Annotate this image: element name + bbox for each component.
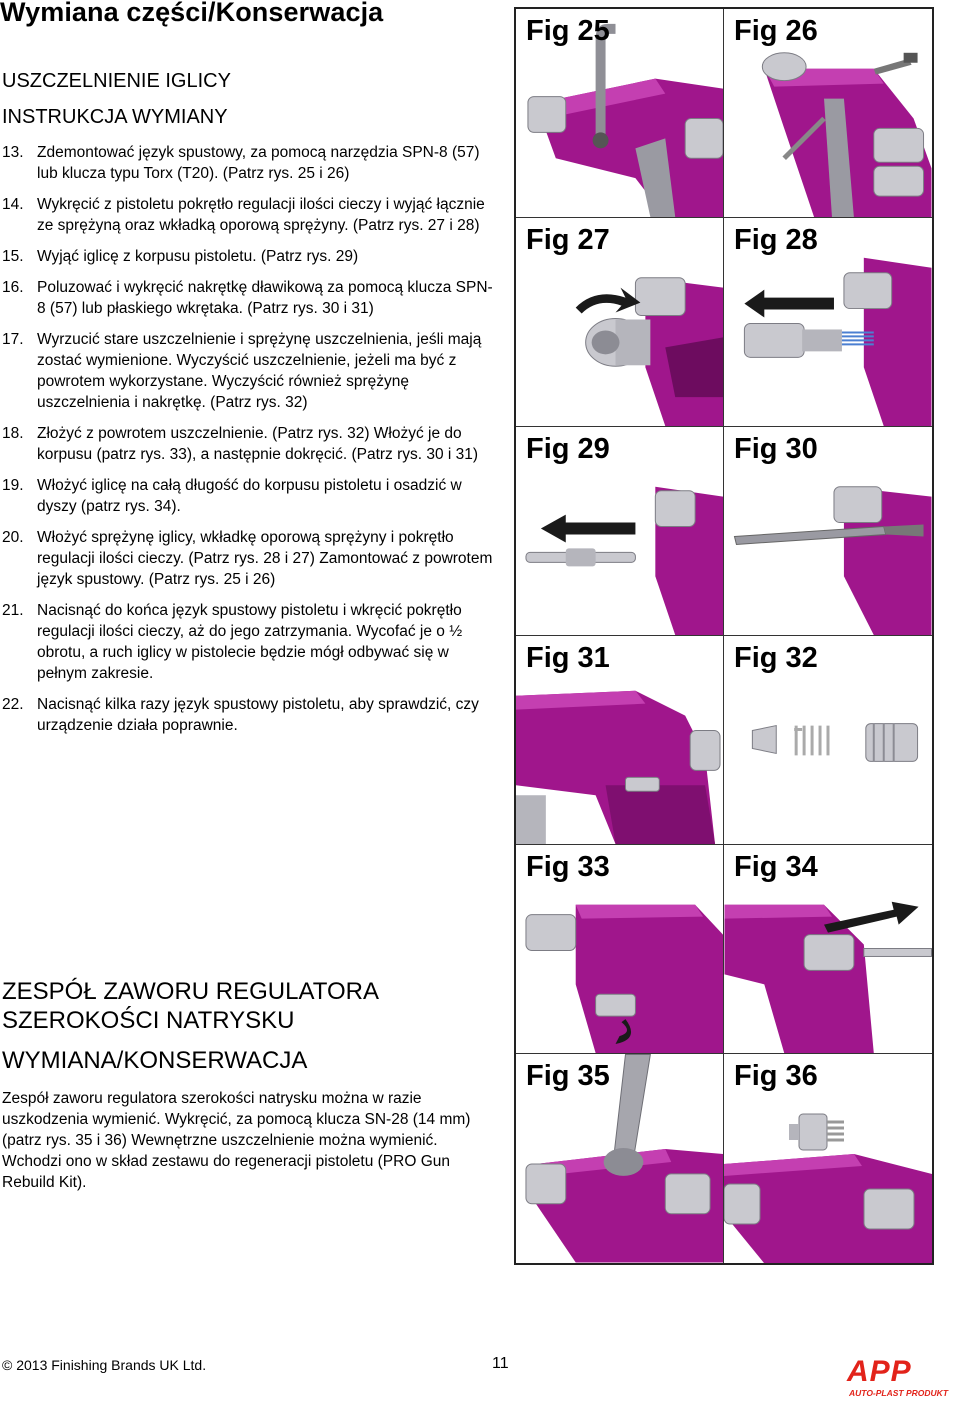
valve-paragraph: Zespół zaworu regulatora szerokości natrysku można w razie uszkodzenia wymienić. Wykręcić, za pomocą klucza SN-28 (14 mm) (patrz rys. 35 i 36) Wewnętrzne uszczelnienie można wymienić. Wchodzi ono w skład zestawu do regeneracji pistoletu (PRO Gun Rebuild Kit).: [2, 1090, 471, 1191]
instruction-steps: [2, 142, 497, 746]
figure-label: Fig 27: [526, 224, 610, 256]
footer-copyright: © 2013 Finishing Brands UK Ltd.: [2, 1357, 207, 1373]
figure-30: [724, 427, 932, 636]
figure-label: Fig 31: [526, 642, 610, 674]
step-text: Złożyć z powrotem uszczelnienie. (Patrz rys. 32) Włożyć je do korpusu (patrz rys. 33), a następnie dokręcić. (Patrz rys. 30 i 31): [37, 425, 479, 463]
section-subheading-replacement: INSTRUKCJA WYMIANY: [2, 106, 228, 128]
figure-34: [724, 845, 932, 1054]
step-item: [2, 600, 497, 684]
step-text: Poluzować i wykręcić nakrętkę dławikową za pomocą klucza SPN-8 (57) lub płaskiego wkrętaka. (Patrz rys. 30 i 31): [37, 279, 493, 317]
step-number: 17.: [2, 331, 24, 348]
step-number: 18.: [2, 425, 24, 442]
figure-32: [724, 636, 932, 845]
figure-label: Fig 34: [734, 851, 818, 883]
step-item: [2, 694, 497, 736]
section-heading-spray-width-valve: ZESPÓŁ ZAWORU REGULATORA SZEROKOŚCI NATRYSKU: [2, 978, 378, 1034]
step-item: [2, 329, 497, 413]
step-item: [2, 142, 497, 184]
figure-label: Fig 26: [734, 15, 818, 47]
figure-33: [516, 845, 724, 1054]
step-item: [2, 475, 497, 517]
page-number: 11: [492, 1355, 509, 1372]
step-number: 15.: [2, 248, 24, 265]
step-item: [2, 246, 497, 267]
step-text: Wyrzucić stare uszczelnienie i sprężynę uszczelnienia, jeśli mają zostać wymienione. Wyczyścić uszczelnienie, jeżeli ma być z powrotem wykorzystane. Wyczyścić również sprężynę uszczelnienia i nakrętkę. (Patrz rys. 32): [37, 331, 482, 411]
step-text: Włożyć sprężynę iglicy, wkładkę oporową sprężyny i pokrętło regulacji ilości cieczy. (Patrz rys. 28 i 27) Zamontować z powrotem język spustowy. (Patrz rys. 25 i 26): [37, 529, 493, 588]
logo-wordmark: APP: [847, 1355, 912, 1388]
figure-label: Fig 33: [526, 851, 610, 883]
figure-29: [516, 427, 724, 636]
figure-26: [724, 9, 932, 218]
section-subheading-maintenance: WYMIANA/KONSERWACJA: [2, 1047, 308, 1074]
figure-35: [516, 1054, 724, 1263]
figure-label: Fig 30: [734, 433, 818, 465]
step-number: 20.: [2, 529, 24, 546]
step-item: [2, 423, 497, 465]
section-heading-needle-seal: USZCZELNIENIE IGLICY: [2, 70, 231, 92]
step-number: 14.: [2, 196, 24, 213]
figure-label: Fig 32: [734, 642, 818, 674]
figure-27: [516, 218, 724, 427]
figure-label: Fig 29: [526, 433, 610, 465]
step-item: [2, 277, 497, 319]
step-text: Wykręcić z pistoletu pokrętło regulacji ilości cieczy i wyjąć łącznie ze sprężyną oraz wkładką oporową sprężyny. (Patrz rys. 27 i 28): [37, 196, 485, 234]
step-text: Włożyć iglicę na całą długość do korpusu pistoletu i osadzić w dyszy (patrz rys. 34).: [37, 477, 462, 515]
figure-36: [724, 1054, 932, 1263]
step-text: Nacisnąć kilka razy język spustowy pistoletu, aby sprawdzić, czy urządzenie działa poprawnie.: [37, 696, 479, 734]
figure-25: [516, 9, 724, 218]
step-item: [2, 194, 497, 236]
step-number: 16.: [2, 279, 24, 296]
figure-grid: [514, 7, 934, 1265]
figure-label: Fig 25: [526, 15, 610, 47]
step-text: Wyjąć iglicę z korpusu pistoletu. (Patrz rys. 29): [37, 248, 359, 265]
page-title: Wymiana części/Konserwacja: [0, 0, 384, 27]
figure-label: Fig 36: [734, 1060, 818, 1092]
figure-31: [516, 636, 724, 845]
figure-label: Fig 28: [734, 224, 818, 256]
step-text: Nacisnąć do końca język spustowy pistoletu i wkręcić pokrętło regulacji ilości cieczy, aż do jego zatrzymania. Wycofać je o ½ obrotu, a ruch iglicy w pistolecie będzie mógł odbywać się w pełnym zakresie.: [37, 602, 463, 682]
app-logo: [847, 1357, 953, 1401]
step-number: 22.: [2, 696, 24, 713]
figure-label: Fig 35: [526, 1060, 610, 1092]
step-number: 13.: [2, 144, 24, 161]
logo-tagline: AUTO-PLAST PRODUKT: [849, 1388, 949, 1398]
step-number: 21.: [2, 602, 24, 619]
step-item: [2, 527, 497, 590]
step-number: 19.: [2, 477, 24, 494]
step-text: Zdemontować język spustowy, za pomocą narzędzia SPN-8 (57) lub klucza typu Torx (T20). (Patrz rys. 25 i 26): [37, 144, 480, 182]
figure-28: [724, 218, 932, 427]
